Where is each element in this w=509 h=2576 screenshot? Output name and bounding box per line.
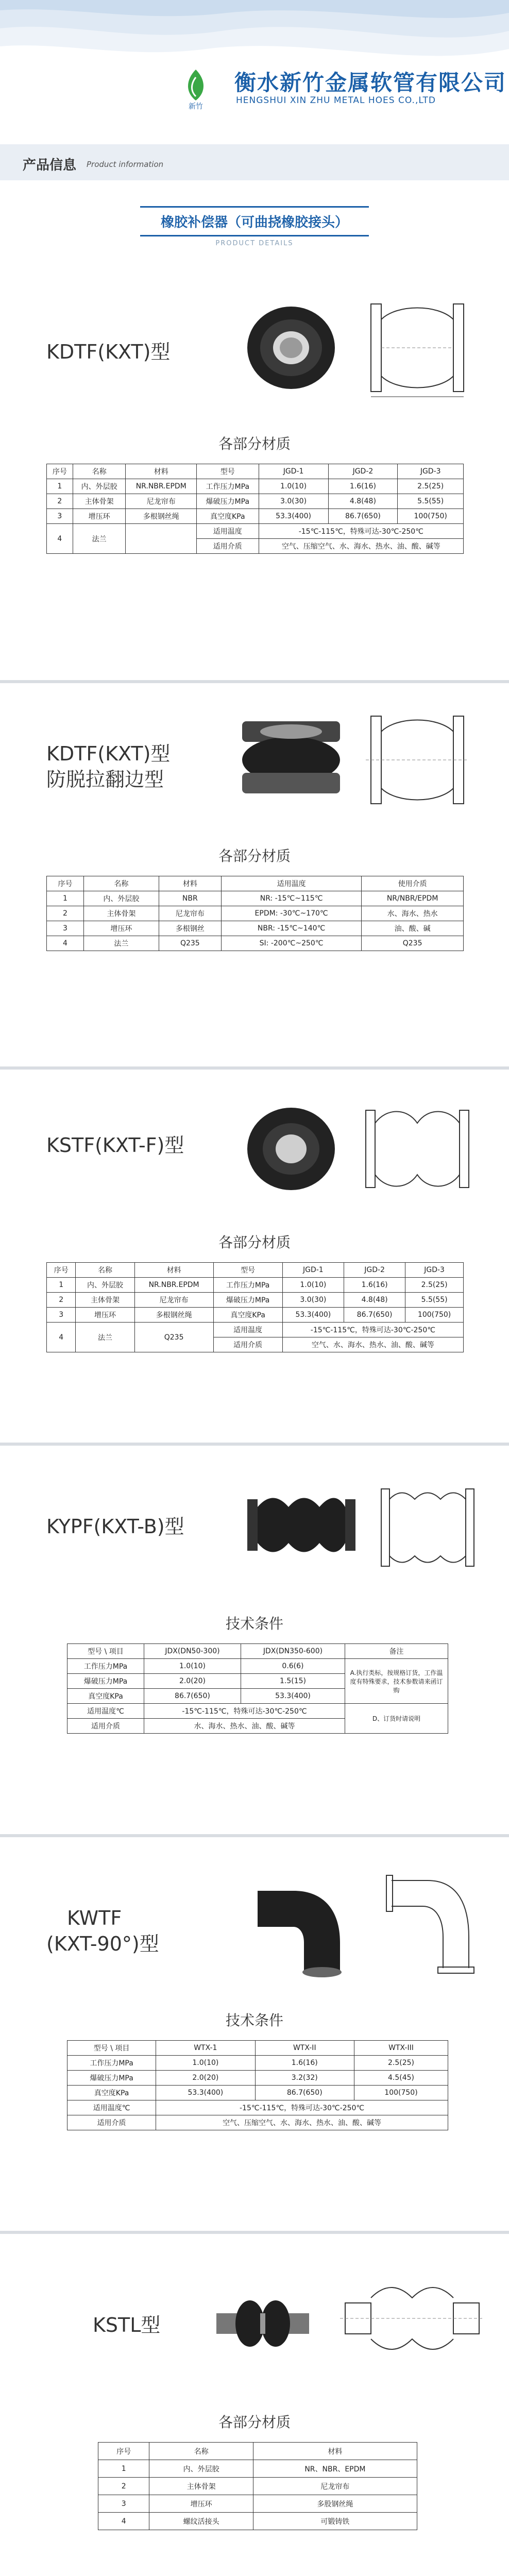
- material-table-title: 各部分材质: [218, 435, 291, 452]
- section-title-en: Product information: [87, 160, 164, 169]
- table-cell: 100(750): [398, 509, 464, 524]
- table-cell: Q235: [134, 1323, 213, 1352]
- table-header-cell: 序号: [47, 876, 84, 891]
- table-cell: 法兰: [73, 524, 126, 554]
- table-header-cell: 名称: [73, 464, 126, 479]
- table-cell: 2.0(20): [156, 2071, 255, 2086]
- table-row: [67, 1659, 448, 1674]
- table-header-cell: 名称: [84, 876, 159, 891]
- threaded-union-joint-image: [211, 2277, 314, 2370]
- table-cell: 1.0(10): [259, 479, 328, 494]
- table-cell: 工作压力MPa: [67, 2056, 156, 2071]
- table-cell: 内、外层胶: [73, 479, 126, 494]
- product-name: KWTF: [67, 1907, 122, 1929]
- table-row: [47, 524, 464, 539]
- product-name: KSTL型: [93, 2314, 161, 2336]
- table-cell: NBR: [159, 891, 221, 906]
- table-cell: 2: [47, 906, 84, 921]
- table-cell: 真空度KPa: [213, 1308, 282, 1323]
- table-cell: 适用介质: [213, 1337, 282, 1352]
- table-cell: 3: [47, 1308, 76, 1323]
- header-wave-decoration: [0, 0, 509, 129]
- table-header-cell: 材料: [126, 464, 196, 479]
- table-cell: 适用介质: [196, 539, 259, 554]
- table-cell: 4.5(45): [354, 2071, 448, 2086]
- table-cell: -15℃-115℃，特殊可达-30℃-250℃: [144, 1704, 345, 1719]
- table-row: [47, 509, 464, 524]
- table-cell: -15℃-115℃，特殊可达-30℃-250℃: [156, 2100, 448, 2115]
- table-row: [67, 1704, 448, 1719]
- table-cell: 100(750): [405, 1308, 464, 1323]
- table-cell: 油、酸、碱: [362, 921, 464, 936]
- table-cell: 水、海水、热水: [362, 906, 464, 921]
- table-cell: 1.0(10): [144, 1659, 241, 1674]
- table-cell: 工作压力MPa: [67, 1659, 144, 1674]
- technical-drawing: [371, 1473, 484, 1582]
- table-cell: NBR: -15℃~140℃: [221, 921, 361, 936]
- table-header-cell: 序号: [47, 1263, 76, 1278]
- table-header-cell: 型号 \ 项目: [67, 2041, 156, 2056]
- material-table-title: 各部分材质: [218, 2414, 291, 2431]
- table-cell: 5.5(55): [398, 494, 464, 509]
- table-cell: 3.2(32): [255, 2071, 354, 2086]
- table-cell: 内、外层胶: [76, 1278, 134, 1293]
- section-divider: [0, 680, 509, 683]
- table-cell: 真空度KPa: [196, 509, 259, 524]
- technical-drawing: [340, 2267, 484, 2370]
- product-details-heading: [0, 206, 509, 247]
- table-cell: Q235: [159, 936, 221, 951]
- rubber-joint-image: [242, 299, 340, 397]
- section-divider: [0, 1443, 509, 1446]
- table-cell: 尼龙帘布: [134, 1293, 213, 1308]
- section-divider: [0, 2231, 509, 2234]
- table-cell: 内、外层胶: [149, 2460, 253, 2478]
- table-header-cell: 使用介质: [362, 876, 464, 891]
- table-header-cell: JGD-2: [344, 1263, 405, 1278]
- table-cell: 53.3(400): [241, 1689, 345, 1704]
- material-spec-table: [46, 1262, 464, 1352]
- table-cell: 1.6(16): [328, 479, 398, 494]
- table-cell: 1: [47, 1278, 76, 1293]
- table-cell: 爆破压力MPa: [213, 1293, 282, 1308]
- table-cell: 3.0(30): [282, 1293, 344, 1308]
- table-cell: 86.7(650): [328, 509, 398, 524]
- table-cell: 多根钢丝绳: [126, 509, 196, 524]
- table-cell: [126, 524, 196, 554]
- table-cell: 增压环: [84, 921, 159, 936]
- table-header-cell: WTX-III: [354, 2041, 448, 2056]
- table-header-cell: 型号: [213, 1263, 282, 1278]
- table-row: [47, 1308, 464, 1323]
- material-table-title: 各部分材质: [218, 1234, 291, 1251]
- table-cell: 2: [98, 2478, 149, 2495]
- table-cell: 2.5(25): [405, 1278, 464, 1293]
- technical-drawing: [355, 294, 479, 402]
- table-cell: 2: [47, 1293, 76, 1308]
- table-cell: NR: -15℃~115℃: [221, 891, 361, 906]
- table-cell: 可锻铸铁: [253, 2513, 417, 2530]
- table-cell: 86.7(650): [344, 1308, 405, 1323]
- table-row: [98, 2495, 417, 2513]
- table-row: [67, 2100, 448, 2115]
- product-info-bar: [0, 144, 509, 180]
- table-cell: 空气、水、海水、热水、油、酸、碱等: [282, 1337, 463, 1352]
- table-header-cell: JDX(DN50-300): [144, 1644, 241, 1659]
- table-cell: 2.0(20): [144, 1674, 241, 1689]
- table-row: [67, 2115, 448, 2130]
- table-row: [98, 2460, 417, 2478]
- table-header-cell: 型号 \ 项目: [67, 1644, 144, 1659]
- table-cell: 适用温度: [196, 524, 259, 539]
- table-cell: 螺纹活接头: [149, 2513, 253, 2530]
- company-logo: [165, 64, 227, 111]
- table-cell: 4.8(48): [344, 1293, 405, 1308]
- table-header-cell: 序号: [47, 464, 73, 479]
- table-row: [47, 479, 464, 494]
- table-cell: 100(750): [354, 2086, 448, 2100]
- table-cell: 主体骨架: [76, 1293, 134, 1308]
- table-cell: NR、NBR、EPDM: [253, 2460, 417, 2478]
- table-cell: 1: [47, 479, 73, 494]
- rubber-joint-image: [242, 1100, 340, 1198]
- table-cell: 3.0(30): [259, 494, 328, 509]
- table-header-row: [47, 876, 464, 891]
- table-row: [47, 1293, 464, 1308]
- table-row: [47, 906, 464, 921]
- table-cell: 水、海水、热水、油、酸、碱等: [144, 1719, 345, 1734]
- table-header-cell: 材料: [134, 1263, 213, 1278]
- technical-drawing: [381, 1860, 484, 1978]
- product-name-line2: (KXT-90°)型: [46, 1933, 159, 1955]
- table-header-cell: 名称: [149, 2443, 253, 2460]
- table-cell: 主体骨架: [149, 2478, 253, 2495]
- table-cell: SI: -200℃~250℃: [221, 936, 361, 951]
- table-row: [98, 2478, 417, 2495]
- table-header-row: [47, 1263, 464, 1278]
- table-cell: 适用温度: [213, 1323, 282, 1337]
- table-cell: 86.7(650): [255, 2086, 354, 2100]
- table-cell: 4: [47, 936, 84, 951]
- table-cell: 多股钢丝绳: [253, 2495, 417, 2513]
- table-cell: Q235: [362, 936, 464, 951]
- table-cell: -15℃-115℃，特殊可达-30℃-250℃: [259, 524, 463, 539]
- details-title: 橡胶补偿器（可曲挠橡胶接头）: [140, 206, 369, 236]
- table-cell: 3: [47, 509, 73, 524]
- company-name-cn: 衡水新竹金属软管有限公司: [234, 70, 507, 95]
- table-row: [47, 936, 464, 951]
- table-cell: 1: [98, 2460, 149, 2478]
- table-cell: 1.0(10): [156, 2056, 255, 2071]
- table-row: [47, 1278, 464, 1293]
- table-header-row: [67, 2041, 448, 2056]
- table-cell: 真空度KPa: [67, 1689, 144, 1704]
- table-header-row: [67, 1644, 448, 1659]
- material-spec-table: [46, 876, 464, 951]
- table-cell: 法兰: [84, 936, 159, 951]
- tech-conditions-title: 技术条件: [225, 1615, 283, 1632]
- table-cell: 爆破压力MPa: [196, 494, 259, 509]
- table-row: [67, 2071, 448, 2086]
- table-header-cell: 名称: [76, 1263, 134, 1278]
- table-row: [47, 494, 464, 509]
- table-row: [67, 2086, 448, 2100]
- details-subtitle: PRODUCT DETAILS: [215, 240, 294, 247]
- rubber-joint-image: [242, 1479, 361, 1571]
- table-header-row: [98, 2443, 417, 2460]
- table-cell: 4: [47, 524, 73, 554]
- table-header-cell: JGD-1: [259, 464, 328, 479]
- table-cell: 尼龙帘布: [159, 906, 221, 921]
- table-cell: NR/NBR/EPDM: [362, 891, 464, 906]
- table-cell: 内、外层胶: [84, 891, 159, 906]
- rubber-joint-image: [237, 711, 345, 804]
- table-cell: 2.5(25): [354, 2056, 448, 2071]
- table-cell: 尼龙帘布: [126, 494, 196, 509]
- table-cell: 4: [47, 1323, 76, 1352]
- table-cell: 空气、压缩空气、水、海水、热水、油、酸、碱等: [259, 539, 463, 554]
- tech-spec-table: [67, 1643, 448, 1734]
- table-cell: 增压环: [73, 509, 126, 524]
- table-cell: 53.3(400): [259, 509, 328, 524]
- technical-drawing: [355, 706, 479, 814]
- table-header-cell: JGD-3: [398, 464, 464, 479]
- section-divider: [0, 1834, 509, 1837]
- company-name-en: HENGSHUI XIN ZHU METAL HOES CO.,LTD: [236, 95, 436, 106]
- table-header-cell: JGD-2: [328, 464, 398, 479]
- tech-conditions-title: 技术条件: [225, 2012, 283, 2029]
- section-title-cn: 产品信息: [23, 158, 77, 173]
- table-row: [47, 891, 464, 906]
- table-cell: 适用介质: [67, 2115, 156, 2130]
- product-name: KSTF(KXT-F)型: [46, 1134, 184, 1157]
- table-cell: 多根钢丝绳: [134, 1308, 213, 1323]
- table-header-cell: JGD-3: [405, 1263, 464, 1278]
- product-name: KDTF(KXT)型: [46, 742, 171, 765]
- table-cell: 主体骨架: [84, 906, 159, 921]
- table-cell: 适用温度℃: [67, 1704, 144, 1719]
- table-cell: 工作压力MPa: [196, 479, 259, 494]
- table-cell: 尼龙帘布: [253, 2478, 417, 2495]
- table-cell: 爆破压力MPa: [67, 1674, 144, 1689]
- table-cell: 0.6(6): [241, 1659, 345, 1674]
- table-header-cell: WTX-1: [156, 2041, 255, 2056]
- table-row: [47, 1323, 464, 1337]
- table-header-cell: 适用温度: [221, 876, 361, 891]
- product-name-line2: 防脱拉翻边型: [46, 768, 164, 791]
- table-cell: 真空度KPa: [67, 2086, 156, 2100]
- elbow-joint-image: [247, 1880, 350, 1978]
- table-cell: A.执行类标，按规格订货，工作温度有特殊要求，技术参数请来函订购: [345, 1659, 448, 1704]
- logo-text: 新竹: [189, 103, 203, 111]
- table-header-cell: 材料: [253, 2443, 417, 2460]
- table-row: [67, 2056, 448, 2071]
- table-cell: 增压环: [76, 1308, 134, 1323]
- material-spec-table: [46, 464, 464, 554]
- table-cell: 1.6(16): [344, 1278, 405, 1293]
- table-cell: 空气、压缩空气、水、海水、热水、油、酸、碱等: [156, 2115, 448, 2130]
- table-cell: D、订货时请说明: [345, 1704, 448, 1734]
- table-header-cell: JGD-1: [282, 1263, 344, 1278]
- product-name: KYPF(KXT-B)型: [46, 1515, 184, 1538]
- table-cell: 86.7(650): [144, 1689, 241, 1704]
- table-cell: 爆破压力MPa: [67, 2071, 156, 2086]
- table-cell: 5.5(55): [405, 1293, 464, 1308]
- table-cell: 主体骨架: [73, 494, 126, 509]
- table-cell: 法兰: [76, 1323, 134, 1352]
- table-cell: 多根钢丝: [159, 921, 221, 936]
- table-cell: 4.8(48): [328, 494, 398, 509]
- product-name: KDTF(KXT)型: [46, 341, 171, 363]
- table-cell: 1.6(16): [255, 2056, 354, 2071]
- table-header-row: [47, 464, 464, 479]
- table-cell: 2: [47, 494, 73, 509]
- table-cell: 适用温度℃: [67, 2100, 156, 2115]
- table-cell: 3: [98, 2495, 149, 2513]
- tech-spec-table: [67, 2040, 448, 2130]
- material-spec-table: [98, 2442, 417, 2530]
- technical-drawing: [355, 1095, 479, 1203]
- table-cell: NR.NBR.EPDM: [126, 479, 196, 494]
- section-divider: [0, 1066, 509, 1070]
- table-cell: 2.5(25): [398, 479, 464, 494]
- table-header-cell: 型号: [196, 464, 259, 479]
- table-cell: 1: [47, 891, 84, 906]
- table-cell: EPDM: -30℃~170℃: [221, 906, 361, 921]
- table-cell: 3: [47, 921, 84, 936]
- table-cell: 53.3(400): [282, 1308, 344, 1323]
- table-cell: 1.5(15): [241, 1674, 345, 1689]
- table-row: [47, 921, 464, 936]
- material-table-title: 各部分材质: [218, 848, 291, 865]
- table-header-cell: 材料: [159, 876, 221, 891]
- table-cell: 1.0(10): [282, 1278, 344, 1293]
- table-cell: 4: [98, 2513, 149, 2530]
- page-header: [0, 0, 509, 129]
- table-header-cell: 序号: [98, 2443, 149, 2460]
- table-cell: 工作压力MPa: [213, 1278, 282, 1293]
- table-row: [98, 2513, 417, 2530]
- table-cell: 53.3(400): [156, 2086, 255, 2100]
- table-cell: NR.NBR.EPDM: [134, 1278, 213, 1293]
- table-cell: 适用介质: [67, 1719, 144, 1734]
- table-header-cell: JDX(DN350-600): [241, 1644, 345, 1659]
- table-cell: 增压环: [149, 2495, 253, 2513]
- table-header-cell: WTX-II: [255, 2041, 354, 2056]
- table-cell: -15℃-115℃，特殊可达-30℃-250℃: [282, 1323, 463, 1337]
- table-header-cell: 备注: [345, 1644, 448, 1659]
